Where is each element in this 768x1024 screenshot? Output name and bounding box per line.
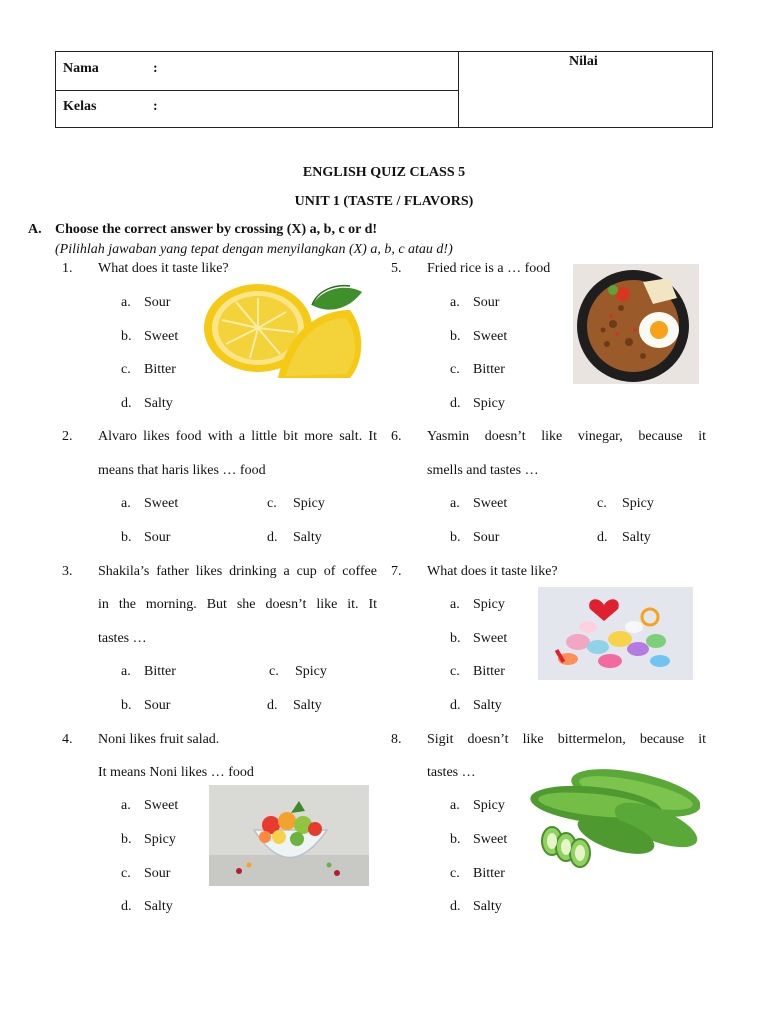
- option-text[interactable]: Salty: [473, 899, 502, 914]
- option-letter[interactable]: a.: [121, 496, 131, 511]
- option-letter[interactable]: a.: [121, 798, 131, 813]
- question-text: It means Noni likes … food: [98, 765, 254, 780]
- question-number: 8.: [391, 732, 402, 747]
- question-number: 6.: [391, 429, 402, 444]
- question-number: 4.: [62, 732, 73, 747]
- option-text[interactable]: Sour: [144, 295, 171, 310]
- fruit-salad-image: [209, 785, 369, 886]
- option-text[interactable]: Sour: [144, 530, 171, 545]
- option-text[interactable]: Sweet: [473, 631, 508, 646]
- option-text[interactable]: Spicy: [473, 396, 505, 411]
- option-letter[interactable]: c.: [121, 866, 131, 881]
- question-text: in the morning. But she doesn’t like it. It: [98, 597, 377, 612]
- option-text[interactable]: Sour: [473, 530, 500, 545]
- quiz-title: ENGLISH QUIZ CLASS 5: [302, 165, 466, 180]
- option-text[interactable]: Sweet: [473, 329, 508, 344]
- option-text[interactable]: Salty: [144, 899, 173, 914]
- option-letter[interactable]: c.: [269, 664, 279, 679]
- option-text[interactable]: Sour: [144, 866, 171, 881]
- option-text[interactable]: Bitter: [144, 362, 176, 377]
- question-text: Noni likes fruit salad.: [98, 732, 220, 747]
- question-text: Yasmin doesn’t like vinegar, because it: [427, 429, 706, 444]
- option-text[interactable]: Salty: [622, 530, 651, 545]
- option-text[interactable]: Sweet: [144, 329, 179, 344]
- option-letter[interactable]: c.: [450, 866, 460, 881]
- question-text: means that haris likes … food: [98, 463, 266, 478]
- option-letter[interactable]: b.: [121, 329, 132, 344]
- option-letter[interactable]: a.: [121, 295, 131, 310]
- option-text[interactable]: Spicy: [295, 664, 327, 679]
- kelas-colon: :: [153, 99, 158, 114]
- option-letter[interactable]: a.: [121, 664, 131, 679]
- option-text[interactable]: Sweet: [144, 798, 179, 813]
- question-text: What does it taste like?: [98, 261, 229, 276]
- quiz-subtitle: UNIT 1 (TASTE / FLAVORS): [294, 194, 474, 209]
- nilai-label: Nilai: [569, 54, 598, 69]
- option-letter[interactable]: a.: [450, 496, 460, 511]
- option-text[interactable]: Sweet: [473, 496, 508, 511]
- option-letter[interactable]: c.: [597, 496, 607, 511]
- question-number: 1.: [62, 261, 73, 276]
- section-letter: A.: [28, 222, 42, 237]
- question-text: Shakila’s father likes drinking a cup of coffee: [98, 564, 377, 579]
- question-text: Sigit doesn’t like bittermelon, because it: [427, 732, 706, 747]
- question-number: 5.: [391, 261, 402, 276]
- option-letter[interactable]: d.: [121, 899, 132, 914]
- option-text[interactable]: Spicy: [622, 496, 654, 511]
- question-text: tastes …: [427, 765, 476, 780]
- option-letter[interactable]: a.: [450, 597, 460, 612]
- question-text: What does it taste like?: [427, 564, 558, 579]
- option-text[interactable]: Spicy: [144, 832, 176, 847]
- option-text[interactable]: Bitter: [473, 362, 505, 377]
- section-instruction-translation: (Pilihlah jawaban yang tepat dengan menyilangkan (X) a, b, c atau d!): [55, 242, 453, 257]
- option-letter[interactable]: d.: [450, 698, 461, 713]
- nama-label: Nama: [63, 61, 99, 76]
- question-number: 3.: [62, 564, 73, 579]
- question-text: smells and tastes …: [427, 463, 539, 478]
- option-letter[interactable]: c.: [267, 496, 277, 511]
- option-letter[interactable]: b.: [450, 631, 461, 646]
- option-letter[interactable]: b.: [450, 530, 461, 545]
- option-text[interactable]: Salty: [293, 698, 322, 713]
- option-text[interactable]: Sour: [473, 295, 500, 310]
- option-text[interactable]: Sweet: [144, 496, 179, 511]
- option-letter[interactable]: d.: [450, 899, 461, 914]
- identity-table: [55, 51, 713, 128]
- question-number: 7.: [391, 564, 402, 579]
- nama-colon: :: [153, 61, 158, 76]
- question-text: Fried rice is a … food: [427, 261, 551, 276]
- option-letter[interactable]: d.: [121, 396, 132, 411]
- option-letter[interactable]: b.: [121, 698, 132, 713]
- option-letter[interactable]: c.: [121, 362, 131, 377]
- option-text[interactable]: Sweet: [473, 832, 508, 847]
- option-text[interactable]: Sour: [144, 698, 171, 713]
- candy-image: [538, 587, 693, 680]
- option-letter[interactable]: a.: [450, 295, 460, 310]
- table-divider: [458, 52, 459, 127]
- option-text[interactable]: Bitter: [473, 866, 505, 881]
- kelas-label: Kelas: [63, 99, 97, 114]
- lemon-image: [200, 280, 368, 385]
- option-letter[interactable]: d.: [267, 530, 278, 545]
- question-number: 2.: [62, 429, 73, 444]
- option-letter[interactable]: b.: [121, 832, 132, 847]
- bittermelon-image: [526, 763, 700, 871]
- table-divider: [56, 90, 458, 91]
- option-text[interactable]: Salty: [293, 530, 322, 545]
- option-text[interactable]: Bitter: [144, 664, 176, 679]
- option-letter[interactable]: c.: [450, 664, 460, 679]
- option-letter[interactable]: d.: [597, 530, 608, 545]
- option-text[interactable]: Salty: [144, 396, 173, 411]
- option-letter[interactable]: d.: [450, 396, 461, 411]
- option-letter[interactable]: a.: [450, 798, 460, 813]
- question-text: Alvaro likes food with a little bit more salt. It: [98, 429, 377, 444]
- option-letter[interactable]: d.: [267, 698, 278, 713]
- option-letter[interactable]: b.: [450, 329, 461, 344]
- question-text: tastes …: [98, 631, 147, 646]
- option-letter[interactable]: c.: [450, 362, 460, 377]
- option-letter[interactable]: b.: [121, 530, 132, 545]
- option-text[interactable]: Bitter: [473, 664, 505, 679]
- option-letter[interactable]: b.: [450, 832, 461, 847]
- option-text[interactable]: Spicy: [473, 798, 505, 813]
- section-instruction: Choose the correct answer by crossing (X) a, b, c or d!: [55, 222, 378, 237]
- option-text[interactable]: Spicy: [293, 496, 325, 511]
- option-text[interactable]: Spicy: [473, 597, 505, 612]
- fried-rice-image: [573, 264, 699, 384]
- option-text[interactable]: Salty: [473, 698, 502, 713]
